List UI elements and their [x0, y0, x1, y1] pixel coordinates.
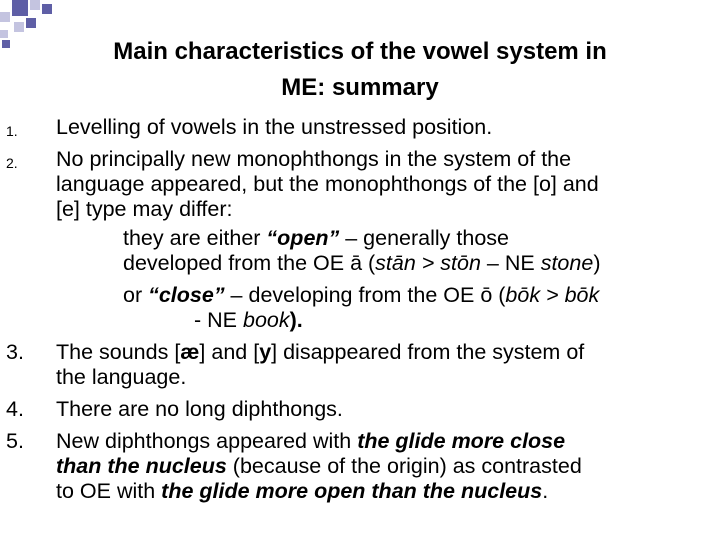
note-text: – developing from the OE ō (	[224, 283, 506, 307]
example: book	[242, 308, 290, 332]
summary-list	[0, 115, 716, 504]
sound-symbol: æ	[180, 340, 200, 364]
item-text: There are no long diphthongs.	[56, 397, 343, 421]
list-item-1	[0, 115, 716, 140]
emphasis: the glide more open than the nucleus	[161, 479, 543, 503]
item-number: 2.	[6, 155, 18, 171]
item-line: [e] type may differ:	[56, 197, 233, 221]
sound-symbol: y	[259, 340, 272, 364]
item-line: the language.	[56, 365, 187, 389]
emphasis: than the nucleus	[56, 454, 227, 478]
note-text: or	[123, 283, 149, 307]
item-text: (because of the origin) as contrasted	[226, 454, 582, 478]
list-item-2	[0, 147, 716, 222]
note-text: – NE	[480, 251, 541, 275]
item-text: New diphthongs appeared with	[56, 429, 358, 453]
term-open: “open”	[266, 226, 340, 250]
item-text: The sounds [	[56, 340, 181, 364]
item-text: ] disappeared from the system of	[271, 340, 585, 364]
open-vowel-note	[0, 226, 716, 276]
list-item-5	[0, 429, 716, 504]
example: bōk > bōk	[505, 283, 600, 307]
page-title	[0, 34, 720, 106]
title-line-2: ME: summary	[281, 74, 439, 101]
item-number: 5.	[6, 429, 24, 453]
item-number: 1.	[6, 123, 18, 139]
example: stone	[540, 251, 594, 275]
item-number: 3.	[6, 340, 24, 364]
item-text: .	[542, 479, 549, 503]
example: stān > stōn	[375, 251, 481, 275]
item-text: ] and [	[199, 340, 260, 364]
item-text: Levelling of vowels in the unstressed position.	[56, 115, 493, 139]
item-number: 4.	[6, 397, 24, 421]
item-line: language appeared, but the monophthongs of the [o] and	[56, 172, 599, 196]
item-line: No principally new monophthongs in the system of the	[56, 147, 572, 171]
item-text: to OE with	[56, 479, 162, 503]
list-item-4	[0, 397, 716, 422]
term-close: “close”	[148, 283, 225, 307]
note-text: – generally those	[339, 226, 510, 250]
close-vowel-note	[0, 283, 716, 333]
title-line-1: Main characteristics of the vowel system in	[113, 38, 607, 65]
note-text: - NE	[194, 308, 243, 332]
note-text: ).	[289, 308, 303, 332]
note-text: )	[593, 251, 601, 275]
note-text: developed from the OE ā (	[123, 251, 376, 275]
emphasis: the glide more close	[357, 429, 566, 453]
note-text: they are either	[123, 226, 267, 250]
list-item-3	[0, 340, 716, 390]
